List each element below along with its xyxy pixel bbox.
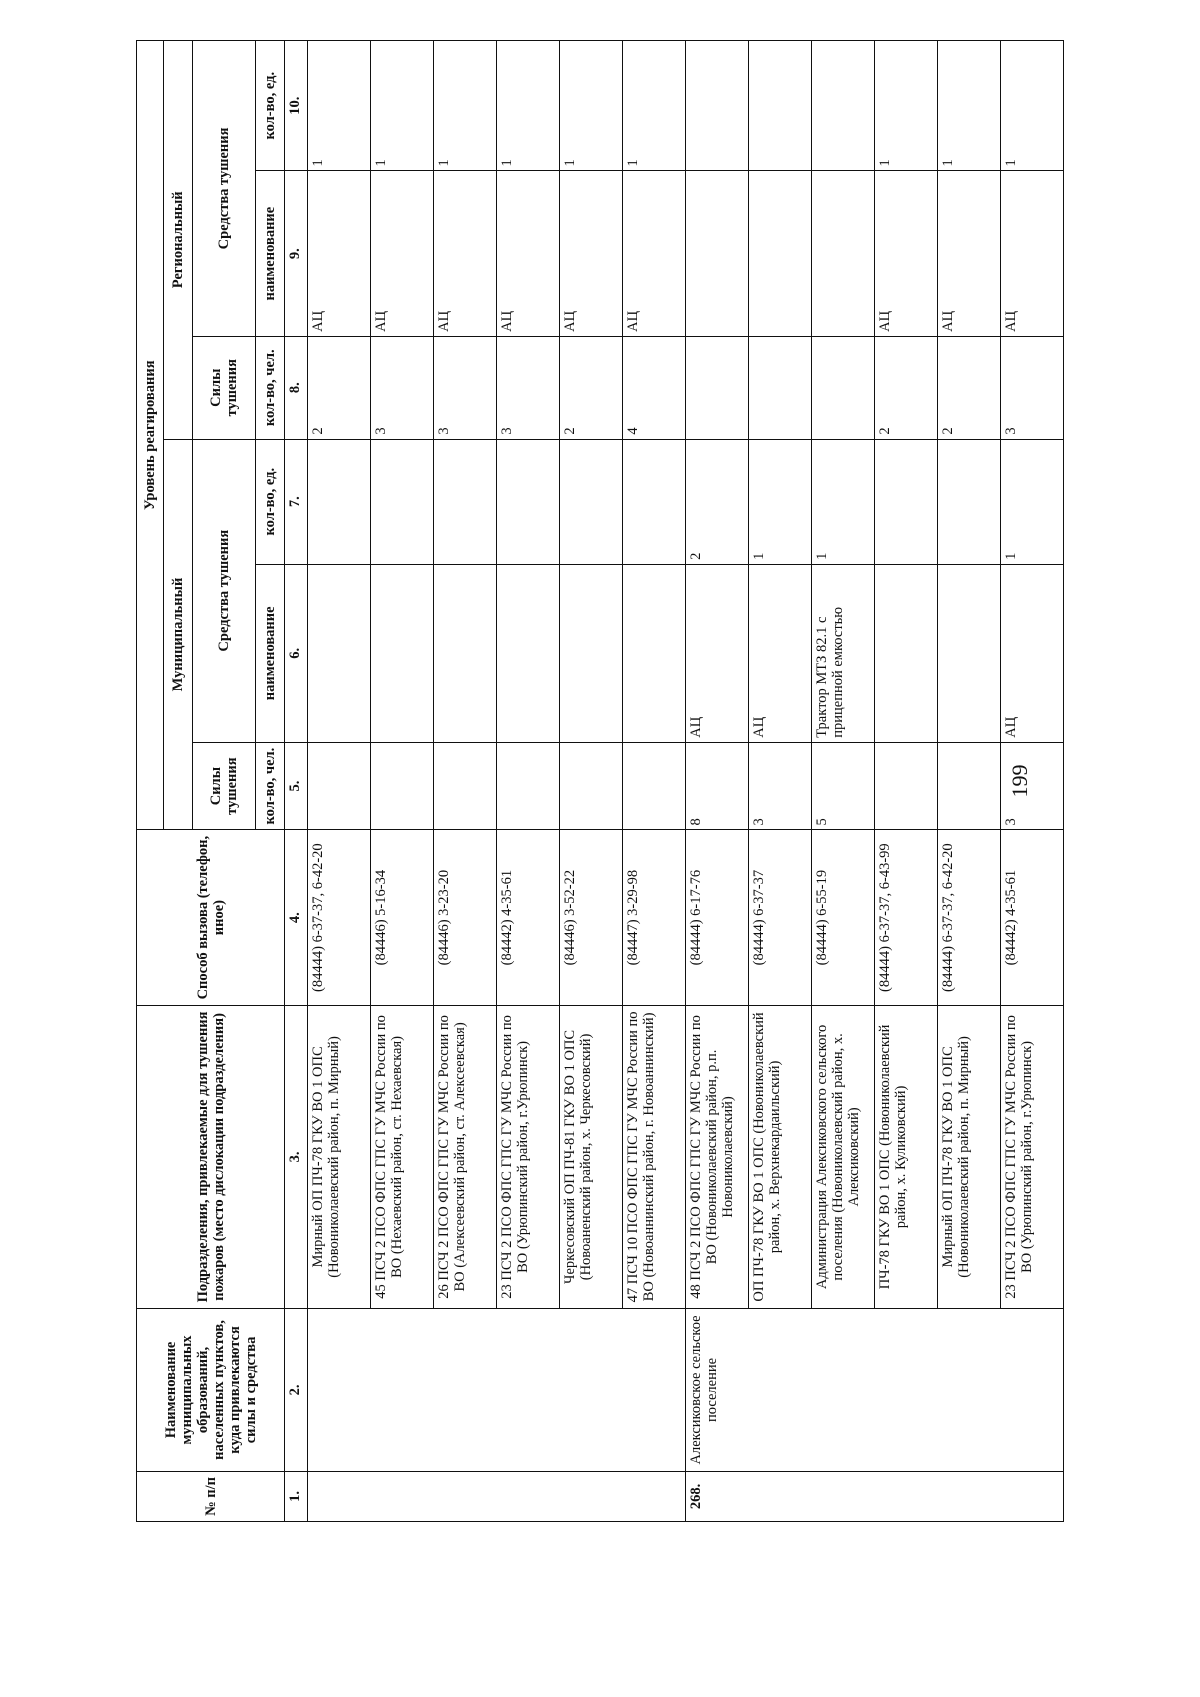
- table-row: [560, 41, 623, 1522]
- row-r-forces: 2: [938, 336, 1001, 439]
- row-call: (84447) 3-29-98: [623, 830, 686, 1005]
- row-m-means-name: Трактор МТЗ 82.1 с прицепной емкостью: [812, 564, 875, 742]
- row-r-forces: [749, 336, 812, 439]
- row-unit: 48 ПСЧ 2 ПСО ФПС ГПС ГУ МЧС России по ВО (Новониколаевский район, р.п. Новониколаевский): [686, 1005, 749, 1308]
- table-row: [371, 41, 434, 1522]
- table-row: [938, 41, 1001, 1522]
- header-r-item-name: наименование: [256, 171, 285, 336]
- row-unit: 23 ПСЧ 2 ПСО ФПС ГПС ГУ МЧС России по ВО (Урюпинский район, г.Урюпинск): [1001, 1005, 1064, 1308]
- row-m-means-name: АЦ: [1001, 564, 1064, 742]
- row-r-means-count: 1: [308, 41, 371, 171]
- row-municipality: Алексиковское сельское поселение: [686, 1309, 1064, 1472]
- row-r-means-name: [686, 171, 749, 336]
- row-m-means-count: 1: [812, 439, 875, 564]
- row-m-means-count: [434, 439, 497, 564]
- table-row: [812, 41, 875, 1522]
- row-r-forces: 3: [497, 336, 560, 439]
- row-m-forces: [560, 742, 623, 830]
- row-r-means-name: АЦ: [560, 171, 623, 336]
- row-m-means-name: [560, 564, 623, 742]
- row-unit: 47 ПСЧ 10 ПСО ФПС ГПС ГУ МЧС России по ВО (Новоаннинский район, г. Новоаннинский): [623, 1005, 686, 1308]
- row-r-means-count: 1: [1001, 41, 1064, 171]
- row-m-forces: [371, 742, 434, 830]
- row-r-forces: 3: [434, 336, 497, 439]
- row-m-means-count: [875, 439, 938, 564]
- row-call: (84442) 4-35-61: [497, 830, 560, 1005]
- row-unit: 26 ПСЧ 2 ПСО ФПС ГПС ГУ МЧС России по ВО (Алексеевский район, ст. Алексеевская): [434, 1005, 497, 1308]
- row-r-means-count: 1: [623, 41, 686, 171]
- row-r-means-name: АЦ: [497, 171, 560, 336]
- row-m-forces: [434, 742, 497, 830]
- table-row: [434, 41, 497, 1522]
- row-r-means-name: АЦ: [371, 171, 434, 336]
- index-cell: 4.: [285, 830, 308, 1005]
- row-m-forces: 3: [1001, 742, 1064, 830]
- row-m-means-count: [371, 439, 434, 564]
- row-r-forces: [812, 336, 875, 439]
- header-r-means: Средства тушения: [193, 41, 256, 337]
- row-r-means-count: 1: [497, 41, 560, 171]
- row-r-forces: 2: [308, 336, 371, 439]
- rotated-page: [136, 40, 1096, 1522]
- page-number: 199: [1007, 764, 1032, 798]
- row-m-means-name: [938, 564, 1001, 742]
- row-r-means-name: АЦ: [1001, 171, 1064, 336]
- row-m-means-name: [434, 564, 497, 742]
- row-r-means-count: 1: [371, 41, 434, 171]
- index-cell: 8.: [285, 336, 308, 439]
- row-call: (84446) 5-16-34: [371, 830, 434, 1005]
- row-r-means-name: АЦ: [623, 171, 686, 336]
- row-num: [308, 1471, 686, 1521]
- table-row: [749, 41, 812, 1522]
- table-row: [497, 41, 560, 1522]
- header-m-count-units: кол-во, ед.: [256, 439, 285, 564]
- row-r-forces: 3: [1001, 336, 1064, 439]
- header-m-means: Средства тушения: [193, 439, 256, 742]
- header-municipal: Муниципальный: [164, 439, 193, 830]
- row-r-means-count: 1: [875, 41, 938, 171]
- row-call: (84444) 6-37-37: [749, 830, 812, 1005]
- row-m-forces: [308, 742, 371, 830]
- row-call: (84444) 6-37-37, 6-42-20: [938, 830, 1001, 1005]
- row-unit: 23 ПСЧ 2 ПСО ФПС ГПС ГУ МЧС России по ВО (Урюпинский район, г.Урюпинск): [497, 1005, 560, 1308]
- row-m-means-count: [308, 439, 371, 564]
- header-m-forces: Силы тушения: [193, 742, 256, 830]
- table-row: [1001, 41, 1064, 1522]
- index-row: [285, 41, 308, 1522]
- row-r-means-count: 1: [938, 41, 1001, 171]
- row-m-means-count: [560, 439, 623, 564]
- row-m-means-count: [938, 439, 1001, 564]
- header-units: Подразделения, привлекаемые для тушения пожаров (место дислокации подразделения): [137, 1005, 285, 1308]
- row-m-means-count: 1: [1001, 439, 1064, 564]
- row-call: (84444) 6-37-37, 6-43-99: [875, 830, 938, 1005]
- row-m-forces: [938, 742, 1001, 830]
- row-m-forces: 3: [749, 742, 812, 830]
- row-unit: ОП ПЧ-78 ГКУ ВО 1 ОПС (Новониколаевский район, х. Верхнекардаильский): [749, 1005, 812, 1308]
- index-cell: 9.: [285, 171, 308, 336]
- row-call: (84446) 3-52-22: [560, 830, 623, 1005]
- header-call: Способ вызова (телефон, иное): [137, 830, 285, 1005]
- header-m-item-name: наименование: [256, 564, 285, 742]
- row-call: (84444) 6-37-37, 6-42-20: [308, 830, 371, 1005]
- row-r-means-name: АЦ: [434, 171, 497, 336]
- header-m-count-people: кол-во, чел.: [256, 742, 285, 830]
- row-call: (84446) 3-23-20: [434, 830, 497, 1005]
- row-unit: 45 ПСЧ 2 ПСО ФПС ГПС ГУ МЧС России по ВО (Нехаевский район, ст. Нехаевская): [371, 1005, 434, 1308]
- row-m-forces: 8: [686, 742, 749, 830]
- table-row: [686, 41, 749, 1522]
- row-r-means-name: [812, 171, 875, 336]
- row-unit: ПЧ-78 ГКУ ВО 1 ОПС (Новониколаевский район, х. Куликовский): [875, 1005, 938, 1308]
- index-cell: 1.: [285, 1471, 308, 1521]
- row-m-forces: [623, 742, 686, 830]
- row-m-means-count: [497, 439, 560, 564]
- row-unit: Мирный ОП ПЧ-78 ГКУ ВО 1 ОПС (Новониколаевский район, п. Мирный): [308, 1005, 371, 1308]
- row-m-means-count: 1: [749, 439, 812, 564]
- row-m-forces: 5: [812, 742, 875, 830]
- row-municipality: [308, 1309, 686, 1472]
- row-r-forces: 2: [560, 336, 623, 439]
- index-cell: 3.: [285, 1005, 308, 1308]
- row-r-forces: 4: [623, 336, 686, 439]
- table-row: [875, 41, 938, 1522]
- header-r-count-people: кол-во, чел.: [256, 336, 285, 439]
- header-num: № п/п: [137, 1471, 285, 1521]
- row-r-means-name: АЦ: [875, 171, 938, 336]
- row-m-means-name: [371, 564, 434, 742]
- row-unit: Администрация Алексиковского сельского поселения (Новониколаевский район, х. Алексиковский): [812, 1005, 875, 1308]
- row-r-forces: [686, 336, 749, 439]
- table-row: [623, 41, 686, 1522]
- row-r-forces: 3: [371, 336, 434, 439]
- row-r-means-name: АЦ: [308, 171, 371, 336]
- row-r-means-name: [749, 171, 812, 336]
- row-m-means-name: АЦ: [686, 564, 749, 742]
- row-unit: Мирный ОП ПЧ-78 ГКУ ВО 1 ОПС (Новониколаевский район, п. Мирный): [938, 1005, 1001, 1308]
- index-cell: 6.: [285, 564, 308, 742]
- row-r-means-count: [749, 41, 812, 171]
- response-table: [136, 40, 1064, 1522]
- index-cell: 5.: [285, 742, 308, 830]
- row-r-forces: 2: [875, 336, 938, 439]
- row-r-means-name: АЦ: [938, 171, 1001, 336]
- row-call: (84444) 6-17-76: [686, 830, 749, 1005]
- row-unit: Черкесовский ОП ПЧ-81 ГКУ ВО 1 ОПС (Новоаненский район, х. Черкесовский): [560, 1005, 623, 1308]
- row-call: (84444) 6-55-19: [812, 830, 875, 1005]
- row-m-means-name: АЦ: [749, 564, 812, 742]
- header-level: Уровень реагирования: [137, 41, 164, 830]
- row-r-means-count: 1: [434, 41, 497, 171]
- row-m-means-name: [308, 564, 371, 742]
- row-call: (84442) 4-35-61: [1001, 830, 1064, 1005]
- row-m-forces: [497, 742, 560, 830]
- index-cell: 7.: [285, 439, 308, 564]
- header-r-count-units: кол-во, ед.: [256, 41, 285, 171]
- header-regional: Региональный: [164, 41, 193, 440]
- row-m-means-name: [497, 564, 560, 742]
- index-cell: 2.: [285, 1309, 308, 1472]
- row-r-means-count: 1: [560, 41, 623, 171]
- row-m-means-name: [875, 564, 938, 742]
- row-r-means-count: [812, 41, 875, 171]
- row-m-forces: [875, 742, 938, 830]
- index-cell: 10.: [285, 41, 308, 171]
- header-r-forces: Силы тушения: [193, 336, 256, 439]
- header-name: Наименование муниципальных образований, населенных пунктов, куда привлекаются силы и средства: [137, 1309, 285, 1472]
- row-m-means-name: [623, 564, 686, 742]
- row-num: 268.: [686, 1471, 1064, 1521]
- row-m-means-count: 2: [686, 439, 749, 564]
- row-r-means-count: [686, 41, 749, 171]
- table-row: [308, 41, 371, 1522]
- row-m-means-count: [623, 439, 686, 564]
